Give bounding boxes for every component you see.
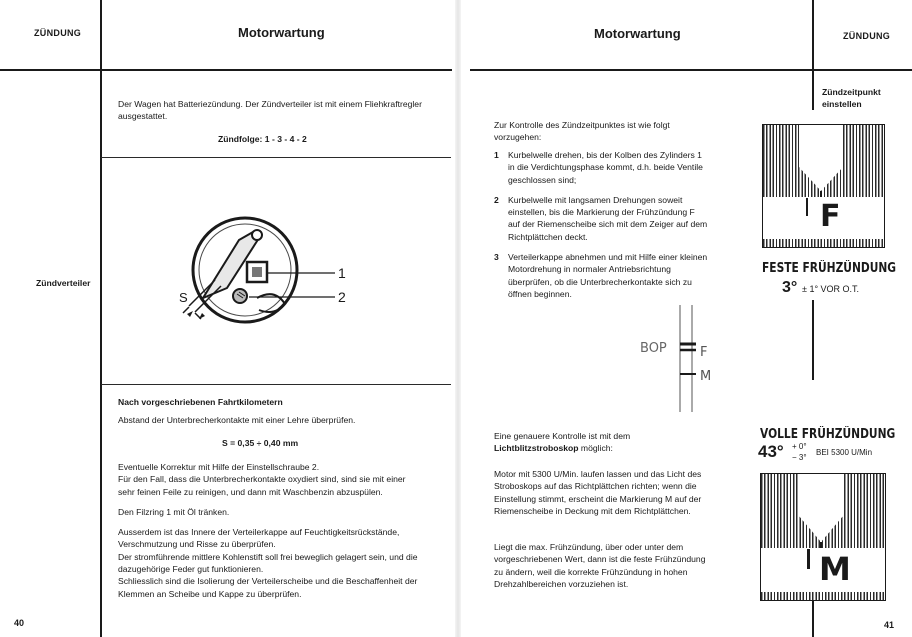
- step-3: 3 Verteilerkappe abnehmen und mit Hilfe einer kleinen Motordrehung in normaler Antriebsrichtung überprüfen, ob die Unterbrecherkontakte sich zu öffnen beginnen.: [494, 252, 708, 299]
- right-page-title: Motorwartung: [594, 26, 681, 41]
- left-header-rule: [0, 69, 452, 71]
- inspect-text-1: Ausserdem ist das Innere der Verteilerkappe auf Feuchtigkeitsrückstände, Verschmutzung und Risse zu überprüfen.: [118, 527, 400, 550]
- gap-value: S = 0,35 ÷ 0,40 mm: [222, 438, 299, 448]
- right-page-number: 41: [884, 620, 895, 630]
- timing-steps: [494, 149, 709, 308]
- page-gutter: [455, 0, 461, 637]
- fixed-advance-title: FESTE FRÜHZÜNDUNG: [762, 261, 897, 276]
- fixed-advance-panel: [762, 124, 885, 248]
- step-1: 1 Kurbelwelle drehen, bis der Kolben des Zylinders 1 in die Verdichtungsphase kommt, d.h. beide Ventile geschlossen sind;: [494, 150, 703, 185]
- left-column-rule: [100, 0, 102, 637]
- inspect-text-3: Schliesslich sind die Isolierung der Verteilerscheibe und die Beschaffenheit der Klemmen an Scheibe und Kappe zu überprüfen.: [118, 576, 418, 599]
- strobe-intro: Eine genauere Kontrolle ist mit dem Lichtblitzstroboskop möglich:: [494, 431, 631, 454]
- full-tol-minus: − 3°: [792, 453, 807, 462]
- fixed-mark-f: F: [820, 199, 841, 234]
- gap-label-s: S: [179, 290, 188, 305]
- right-column-rule-lower: [812, 300, 814, 380]
- motor-text: Motor mit 5300 U/Min. laufen lassen und das Licht des Stroboskops auf das Richtplättchen richten; wenn die Einstellung stimmt, erscheint die Markierung M auf der Riemenscheibe in Deckung mit dem Richtplättchen.: [494, 469, 702, 516]
- left-section-header: ZÜNDUNG: [34, 28, 82, 38]
- left-page-title: Motorwartung: [238, 25, 325, 40]
- right-intro: Zur Kontrolle des Zündzeitpunktes ist wie folgt vorzugehen:: [494, 120, 670, 143]
- callout-1: 1: [338, 265, 346, 281]
- firing-order: Zündfolge: 1 - 3 - 4 - 2: [218, 134, 307, 144]
- contacts-text: Für den Fall, dass die Unterbrecherkontakte oxydiert sind, sind sie mit einer sehr feinen Feile zu reinigen, und dann mit Waschbenzin abzuspülen.: [118, 474, 406, 497]
- right-margin-label: Zündzeitpunkt einstellen: [822, 87, 881, 109]
- left-divider-2: [101, 384, 451, 385]
- section-heading: Nach vorgeschriebenen Fahrtkilometern: [118, 397, 283, 407]
- pivot-pin: [252, 230, 262, 240]
- right-header-rule: [470, 69, 912, 71]
- felt-text: Den Filzring 1 mit Öl tränken.: [118, 506, 230, 517]
- sketch-f: F: [700, 345, 708, 360]
- maintenance-text: [118, 461, 423, 600]
- cam-core: [252, 267, 262, 277]
- distributor-figure: [175, 210, 365, 340]
- right-column-rule: [812, 0, 814, 110]
- max-advance-text: Liegt die max. Frühzündung, über oder unter dem vorgeschriebenen Wert, dann ist die feste Frühzündung zu ändern, weil die korrekte Frühzündung in hohen Drehzahlbereichen vorzuziehen ist.: [494, 542, 706, 589]
- fixed-tolerance: ± 1° VOR O.T.: [802, 284, 860, 294]
- left-page-number: 40: [14, 618, 25, 628]
- timing-mark-sketch: [628, 300, 728, 420]
- full-degree: 43°: [758, 442, 784, 461]
- step-2: 2 Kurbelwelle mit langsamen Drehungen soweit einstellen, bis die Markierung der Frühzündung F auf der Riemenscheibe sich mit dem Zeiger auf dem Richtplättchen deckt.: [494, 194, 708, 242]
- full-advance-panel: [760, 473, 886, 601]
- sketch-bop: BOP: [640, 341, 667, 356]
- right-column-rule-bottom: [812, 600, 814, 637]
- full-mark-m: M: [819, 550, 851, 588]
- full-tol-plus: + 0°: [792, 442, 807, 451]
- right-section-header: ZÜNDUNG: [843, 31, 891, 41]
- fixed-degree: 3°: [782, 279, 798, 296]
- sketch-m: M: [700, 369, 712, 384]
- left-divider-1: [101, 157, 451, 158]
- correction-text: Eventuelle Korrektur mit Hilfe der Einstellschraube 2.: [118, 462, 320, 472]
- left-intro: Der Wagen hat Batteriezündung. Der Zündverteiler ist mit einem Fliehkraftregler ausgestattet.: [118, 99, 422, 122]
- full-rpm: BEI 5300 U/Min: [816, 448, 873, 457]
- full-advance-title: VOLLE FRÜHZÜNDUNG: [760, 427, 896, 442]
- callout-2: 2: [338, 289, 346, 305]
- inspect-text-2: Der stromführende mittlere Kohlenstift soll frei beweglich gelagert sein, und die dazugehörige Feder gut funktionieren.: [118, 551, 418, 575]
- left-margin-label: Zündverteiler: [36, 278, 91, 288]
- check-text: Abstand der Unterbrecherkontakte mit einer Lehre überprüfen.: [118, 415, 356, 425]
